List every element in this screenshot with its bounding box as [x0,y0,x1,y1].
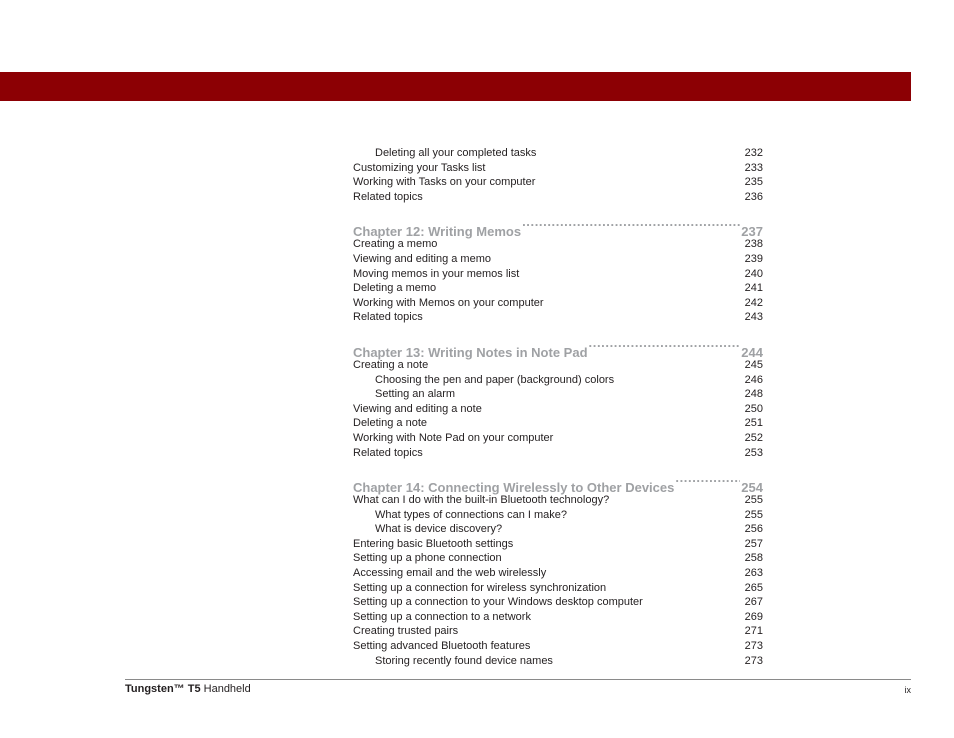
entry-page-number: 240 [744,267,763,280]
toc-entry[interactable] [353,267,763,282]
entry-title: Related topics [353,311,423,324]
toc-entry[interactable] [353,551,763,566]
toc-entry[interactable] [353,537,763,552]
entry-page-number: 271 [744,625,763,638]
toc-entry[interactable] [353,522,763,537]
entry-title: Deleting a memo [353,282,437,295]
entry-title: What types of connections can I make? [375,508,567,521]
toc-entry[interactable] [353,175,763,190]
entry-title: Creating a memo [353,238,438,251]
footer-product-name [125,683,251,695]
entry-page-number: 248 [744,388,763,401]
entry-title: Creating a note [353,358,429,371]
entry-title: Related topics [353,190,423,203]
entry-page-number: 273 [744,640,763,653]
entry-page-number: 269 [744,610,763,623]
entry-page-number: 256 [744,523,763,536]
entry-page-number: 273 [744,654,763,667]
entry-page-number: 242 [744,296,763,309]
entry-title: Creating trusted pairs [353,625,459,638]
toc-entry[interactable] [353,610,763,625]
entry-page-number: 250 [744,402,763,415]
entry-title: Deleting all your completed tasks [375,147,537,159]
footer-product-rest: Handheld [200,683,251,695]
entry-page-number: 258 [744,552,763,565]
entry-title: Setting advanced Bluetooth features [353,640,531,653]
chapter-page-number: 254 [741,480,763,496]
entry-page-number: 257 [744,537,763,550]
footer-page-number: ix [904,685,911,695]
entry-page-number: 255 [744,508,763,521]
entry-title: Viewing and editing a memo [353,252,491,265]
chapter-page-number: 237 [741,224,763,240]
toc-entry[interactable] [353,310,763,325]
header-banner [0,72,911,101]
entry-title: Working with Note Pad on your computer [353,431,554,444]
toc-entry[interactable] [353,581,763,596]
entry-page-number: 241 [744,282,763,295]
toc-entry[interactable] [353,252,763,267]
toc-entry[interactable] [353,493,763,508]
entry-title: Setting up a connection for wireless synchronization [353,581,607,594]
entry-title: Setting an alarm [375,388,456,401]
toc-entry[interactable] [353,387,763,402]
toc-entry[interactable] [353,624,763,639]
entry-title: Entering basic Bluetooth settings [353,537,514,550]
chapter-page-number: 244 [741,344,763,360]
entry-page-number: 255 [744,494,763,507]
entry-page-number: 267 [744,596,763,609]
toc-entry[interactable] [353,566,763,581]
entry-page-number: 253 [744,446,763,459]
entry-page-number: 243 [744,311,763,324]
entry-title: Storing recently found device names [375,654,553,667]
entry-title: What can I do with the built-in Bluetooth technology? [353,494,610,507]
leader-dots [522,216,740,236]
toc-entry[interactable] [353,654,763,669]
entry-page-number: 233 [744,161,763,174]
entry-page-number: 245 [744,358,763,371]
footer-divider [125,679,911,680]
entry-title: Setting up a connection to a network [353,610,531,623]
toc-chapter-heading[interactable] [353,216,763,240]
chapter-title: Chapter 14: Connecting Wirelessly to Other Devices [353,480,675,496]
toc-entry[interactable] [353,373,763,388]
entry-page-number: 263 [744,567,763,580]
entry-title: Setting up a connection to your Windows desktop computer [353,596,643,609]
chapter-title: Chapter 13: Writing Notes in Note Pad [353,344,588,360]
entry-page-number: 246 [744,373,763,386]
entry-title: Deleting a note [353,417,427,430]
toc-chapter-heading[interactable] [353,337,763,360]
toc-entry[interactable] [353,446,763,461]
entry-title: Working with Tasks on your computer [353,176,536,189]
leader-dots [589,337,741,357]
entry-title: Viewing and editing a note [353,402,482,415]
toc-entry[interactable] [353,190,763,205]
toc-entry[interactable] [353,146,763,161]
toc-entry[interactable] [353,639,763,654]
toc-entry[interactable] [353,508,763,523]
entry-page-number: 251 [744,417,763,430]
footer-product-bold: Tungsten™ T5 [125,683,201,695]
entry-title: Accessing email and the web wirelessly [353,567,547,580]
toc-entry[interactable] [353,402,763,417]
entry-title: Customizing your Tasks list [353,161,486,174]
toc-entry[interactable] [353,595,763,610]
entry-page-number: 235 [744,176,763,189]
toc-entry[interactable] [353,161,763,176]
toc-entry[interactable] [353,237,763,252]
entry-title: Choosing the pen and paper (background) colors [375,373,615,386]
entry-page-number: 236 [744,190,763,203]
entry-title: What is device discovery? [375,523,503,536]
table-of-contents [353,146,763,668]
chapter-title: Chapter 12: Writing Memos [353,224,522,240]
entry-page-number: 239 [744,252,763,265]
entry-page-number: 265 [744,581,763,594]
toc-entry[interactable] [353,416,763,431]
toc-entry[interactable] [353,296,763,311]
entry-title: Setting up a phone connection [353,552,502,565]
entry-title: Related topics [353,446,423,459]
entry-title: Working with Memos on your computer [353,296,544,309]
entry-page-number: 252 [744,431,763,444]
toc-entry[interactable] [353,431,763,446]
entry-title: Moving memos in your memos list [353,267,520,280]
toc-entry[interactable] [353,281,763,296]
toc-chapter-heading[interactable] [353,472,763,496]
entry-page-number: 232 [744,147,763,159]
entry-page-number: 238 [744,238,763,251]
leader-dots [675,472,740,492]
